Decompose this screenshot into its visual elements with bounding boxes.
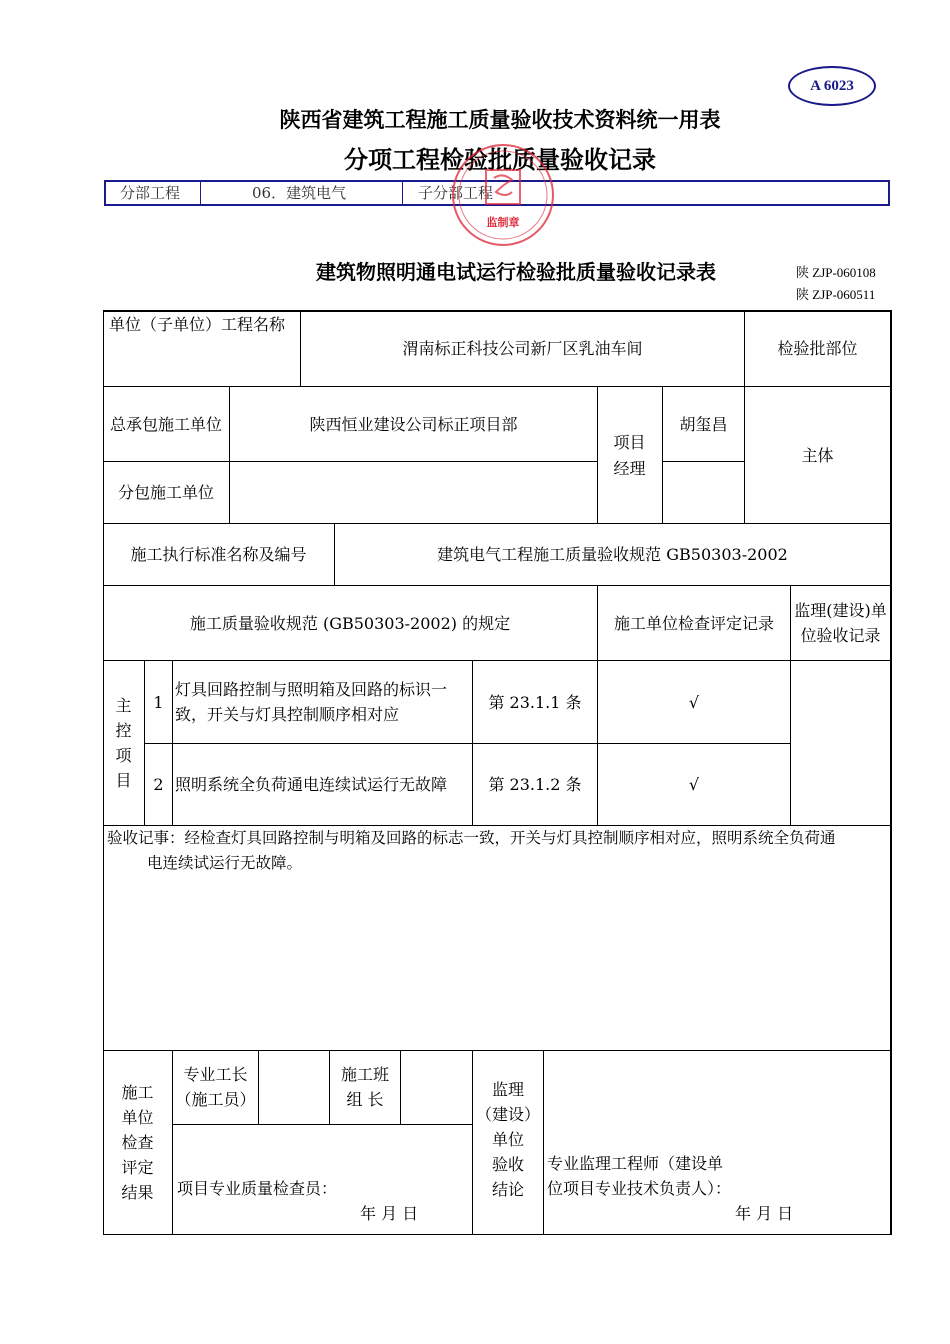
general-contractor-label: 总承包施工单位 [109,414,222,434]
remarks-line1: 验收记事：经检查灯具回路控制与明箱及回路的标志一致，开关与灯具控制顺序相对应，照明系统全负荷通 [107,829,836,847]
project-manager-value: 胡玺昌 [679,414,728,434]
foreman-label-2: （施工员） [175,1090,256,1109]
item-check: √ [688,775,700,794]
item-check: √ [688,692,700,712]
inspection-table [103,310,891,1235]
item-clause: 第 23.1.1 条 [488,692,582,712]
item-number: 2 [153,775,164,794]
division-value: 06．建筑电气 [252,184,347,202]
seal-text: 监制章 [486,216,520,229]
supervisor-conclusion-1: 监理 [491,1080,524,1099]
batch-location-value: 主体 [801,445,834,465]
item-text-line1: 灯具回路控制与照明箱及回路的标识一 [175,680,448,699]
supervisor-conclusion-4: 验收 [491,1155,524,1174]
main-items-label-3: 项 [115,746,132,765]
general-contractor-value: 陕西恒业建设公司标正项目部 [309,414,518,434]
qc-inspector-label: 项目专业质量检查员： [177,1179,338,1198]
result-label-5: 结果 [121,1183,154,1202]
form-title: 建筑物照明通电试运行检验批质量验收记录表 [316,260,716,284]
supervisor-date: 年 月 日 [735,1204,794,1223]
subdivision-label: 子分部工程 [418,184,494,202]
form-code-badge: A 6023 [788,66,876,106]
document-subtitle: 分项工程检验批质量验收记录 [344,146,656,174]
team-leader-label-1: 施工班 [340,1065,389,1084]
main-items-label-4: 目 [115,771,132,790]
supervisor-conclusion-5: 结论 [491,1180,524,1199]
unit-name-value: 渭南标正科技公司新厂区乳油车间 [402,338,643,358]
batch-location-label: 检验批部位 [777,338,858,358]
contractor-check-header: 施工单位检查评定记录 [613,613,774,633]
supervisor-conclusion-3: 单位 [491,1130,524,1149]
spec-header: 施工质量验收规范 (GB50303-2002) 的规定 [189,613,511,633]
item-text-line1: 照明系统全负荷通电连续试运行无故障 [175,775,448,794]
result-label-2: 单位 [121,1108,154,1127]
item-number: 1 [153,692,164,712]
project-manager-label-2: 经理 [613,459,646,478]
form-code-1: 陕 ZJP-060108 [796,265,876,280]
standard-value: 建筑电气工程施工质量验收规范 GB50303-2002 [437,545,788,564]
unit-name-label: 单位（子单位）工程名称 [109,315,286,334]
subcontractor-label: 分包施工单位 [117,483,214,502]
item-clause: 第 23.1.2 条 [488,775,582,794]
item-text-line2: 致，开关与灯具控制顺序相对应 [175,705,400,724]
team-leader-label-2: 组 长 [346,1090,384,1109]
remarks-line2: 电连续试运行无故障。 [147,854,303,872]
project-manager-label-1: 项目 [613,433,646,452]
form-code-2: 陕 ZJP-060511 [796,287,876,302]
standard-label: 施工执行标准名称及编号 [130,545,307,564]
main-items-label-2: 控 [115,721,132,740]
subcontractor-value [230,462,597,523]
supervisor-conclusion-2: （建设） [475,1105,540,1124]
result-label-4: 评定 [121,1158,154,1177]
supervisor-header-1: 监理(建设)单 [794,601,887,620]
supervision-seal [448,140,558,250]
contractor-date: 年 月 日 [360,1204,419,1223]
foreman-label-1: 专业工长 [183,1065,248,1084]
main-items-label-1: 主 [115,696,132,715]
document-title: 陕西省建筑工程施工质量验收技术资料统一用表 [279,108,721,132]
supervising-engineer-line1: 专业监理工程师（建设单 [547,1154,724,1173]
supervising-engineer-line2: 位项目专业技术负责人）： [547,1179,732,1198]
division-label: 分部工程 [120,184,181,202]
supervisor-header-2: 位验收记录 [800,626,881,645]
result-label-3: 检查 [121,1133,154,1152]
result-label-1: 施工 [121,1083,154,1102]
